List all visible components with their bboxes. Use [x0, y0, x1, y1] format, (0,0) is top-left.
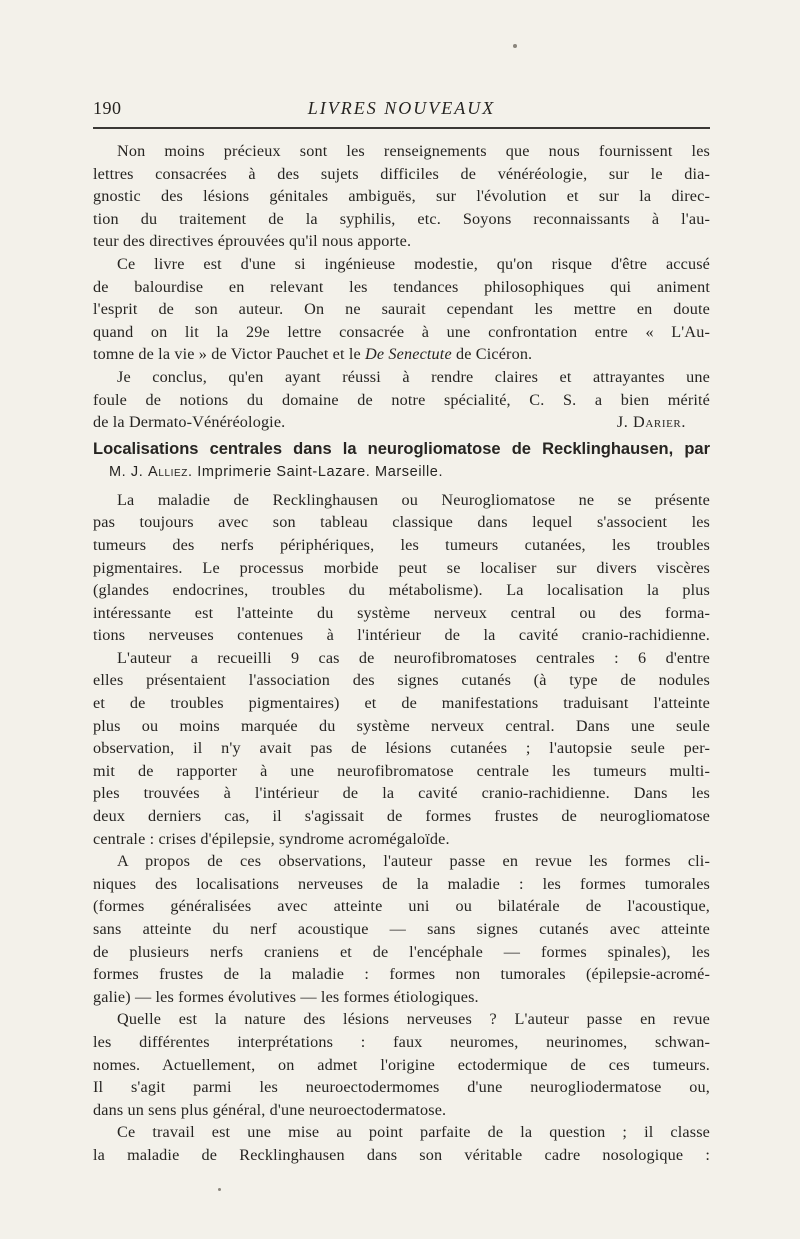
text-line: deux derniers cas, il s'agissait de formes frustes de neurogliomatose [93, 807, 710, 826]
text-line-signed [93, 411, 710, 434]
text-line: dans un sens plus général, d'une neuroectodermatose. [93, 1100, 447, 1119]
text-line: et de troubles pigmentaires) et de manifestations traduisant l'atteinte [93, 694, 710, 713]
text-line: pigmentaires. Le processus morbide peut se localiser sur divers viscères [93, 558, 710, 577]
text-line: la maladie de Recklinghausen dans son véritable cadre nosologique : [93, 1145, 710, 1164]
text-line: nomes. Actuellement, on admet l'origine ectodermique de ces tumeurs. [93, 1055, 710, 1074]
text-fragment: de la Dermato-Vénéréologie. [93, 413, 286, 432]
text-line [93, 343, 710, 366]
text-line: galie) — les formes évolutives — les formes étiologiques. [93, 987, 479, 1006]
header-rule [93, 127, 710, 129]
page-header [93, 98, 710, 124]
text-line: pas toujours avec son tableau classique dans lequel s'associent les [93, 513, 710, 532]
text-line: tion du traitement de la syphilis, etc. Soyons reconnaissants à l'au- [93, 209, 710, 228]
print-speck [513, 44, 517, 48]
text-line: La maladie de Recklinghausen ou Neurogliomatose ne se présente [117, 490, 710, 509]
review-title: Localisations centrales dans la neurogliomatose de Recklinghausen, par [93, 439, 710, 458]
text-line: plus ou moins marquée du système nerveux central. Dans une seule [93, 716, 710, 735]
text-line: de plusieurs nerfs craniens et de l'encéphale — formes spinales), les [93, 942, 710, 961]
text-line: Quelle est la nature des lésions nerveuses ? L'auteur passe en revue [117, 1010, 710, 1029]
review-2 [93, 438, 710, 1167]
text-line: gnostic des lésions génitales ambiguës, sur l'évolution et sur la direc- [93, 187, 710, 206]
text-line: observation, il n'y avait pas de lésions cutanées ; l'autopsie seule per- [93, 739, 710, 758]
text-line: tumeurs des nerfs périphériques, les tumeurs cutanées, les troubles [93, 535, 710, 554]
text-line: Ce travail est une mise au point parfaite de la question ; il classe [117, 1123, 710, 1142]
text-line: Je conclus, qu'en ayant réussi à rendre claires et attrayantes une [117, 367, 710, 386]
text-line: (glandes endocrines, troubles du métabolisme). La localisation la plus [93, 581, 710, 600]
page-number: 190 [93, 98, 122, 118]
text-line: de balourdise en relevant les tendances philosophiques qui animent [93, 277, 710, 296]
text-fragment: de Cicéron. [451, 345, 533, 364]
text-line: Il s'agit parmi les neuroectodermomes d'une neurogliodermatose ou, [93, 1078, 710, 1097]
text-line: tions nerveuses contenues à l'intérieur de la cavité cranio-rachidienne. [93, 626, 710, 645]
text-line: intéressante est l'atteinte du système nerveux central ou des forma- [93, 603, 710, 622]
text-fragment: tomne de la vie » de Victor Pauchet et le [93, 345, 366, 364]
text-line: sans atteinte du nerf acoustique — sans signes cutanés avec atteinte [93, 920, 710, 938]
byline-prefix: M. J. [109, 463, 149, 480]
text-line: elles présentaient l'association des signes cutanés (à type de nodules [93, 671, 710, 690]
review-1 [93, 140, 710, 434]
text-line: quand on lit la 29e lettre consacrée à une confrontation entre « L'Au- [93, 322, 710, 341]
text-line: (formes généralisées avec atteinte uni ou bilatérale de l'acoustique, [93, 897, 710, 916]
text-line: niques des localisations nerveuses de la maladie : les formes tumorales [93, 874, 710, 893]
text-line: l'esprit de son auteur. On ne saurait cependant les mettre en doute [93, 300, 710, 319]
book-title-italic: De Senectute [365, 345, 452, 364]
text-line: ples trouvées à l'intérieur de la cavité cranio-rachidienne. Dans les [93, 784, 710, 803]
text-line: L'auteur a recueilli 9 cas de neurofibromatoses centrales : 6 d'entre [117, 648, 710, 667]
text-line: A propos de ces observations, l'auteur passe en revue les formes cli- [117, 852, 710, 871]
body-text [93, 140, 710, 1167]
review-byline [93, 461, 710, 483]
text-line: foule de notions du domaine de notre spécialité, C. S. a bien mérité [93, 390, 710, 409]
text-line: formes frustes de la maladie : formes non tumorales (épilepsie-acromé- [93, 965, 710, 984]
byline-publisher: . Imprimerie Saint-Lazare. Marseille. [188, 463, 444, 480]
running-title: LIVRES NOUVEAUX [307, 98, 496, 118]
text-line: centrale : crises d'épilepsie, syndrome acromégaloïde. [93, 829, 450, 848]
byline-author: Alliez [148, 463, 188, 480]
text-line: teur des directives éprouvées qu'il nous apporte. [93, 232, 412, 251]
text-line: mit de rapporter à une neurofibromatose centrale les tumeurs multi- [93, 761, 710, 780]
text-line: Non moins précieux sont les renseignements que nous fournissent les [117, 142, 710, 160]
print-speck [218, 1188, 221, 1191]
text-line: Ce livre est d'une si ingénieuse modestie, qu'on risque d'être accusé [117, 254, 710, 273]
reviewer-signature: J. Darier. [616, 413, 686, 432]
text-line: lettres consacrées à des sujets difficiles de vénéréologie, sur le dia- [93, 164, 710, 183]
text-line: les différentes interprétations : faux neuromes, neurinomes, schwan- [93, 1032, 710, 1051]
